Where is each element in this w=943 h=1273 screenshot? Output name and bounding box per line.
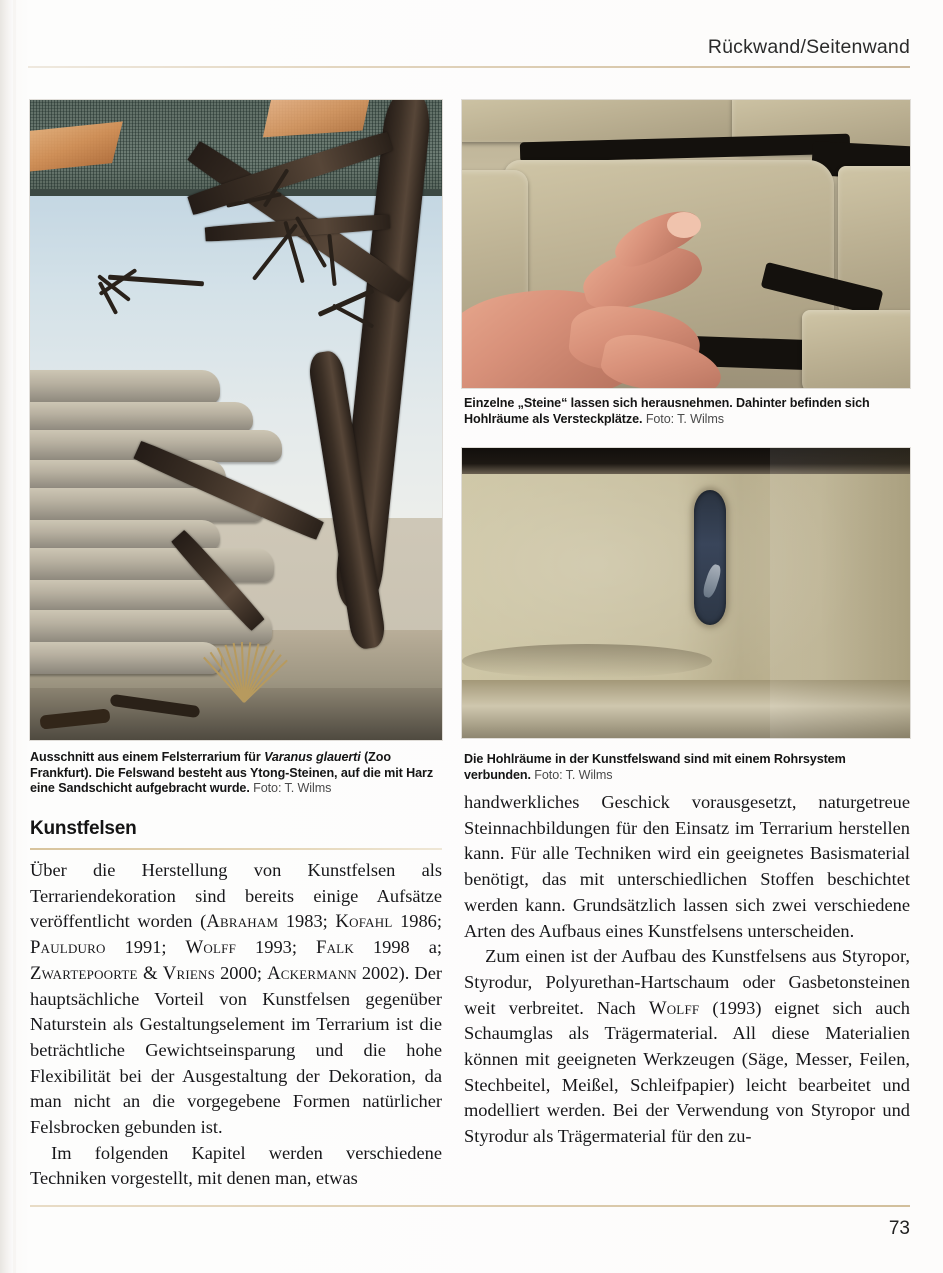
caption-text: Einzelne „Steine“ lassen sich herausnehmen. Dahinter befinden sich Hohlräume als Versteckplätze. bbox=[464, 396, 870, 426]
citation-wolff: Wolff bbox=[648, 997, 700, 1019]
paragraph-4 bbox=[464, 944, 910, 1150]
figure-hand-removing-stone-photo bbox=[462, 100, 910, 388]
header-rule bbox=[28, 66, 910, 68]
hand-stone-image bbox=[462, 100, 910, 388]
citation-zwartepoorte-vriens: Zwartepoorte & Vriens bbox=[30, 962, 216, 984]
citation-falk: Falk bbox=[315, 937, 354, 959]
rock-slab bbox=[30, 548, 274, 582]
section-heading: Kunstfelsen bbox=[30, 818, 137, 839]
caption-left-figure bbox=[30, 750, 442, 797]
caption-top-right bbox=[464, 396, 910, 427]
scan-edge-shadow bbox=[0, 0, 13, 1273]
photo-credit: Foto: T. Wilms bbox=[645, 411, 724, 426]
fingertip bbox=[667, 212, 701, 238]
rock-slab bbox=[30, 370, 220, 404]
caption-text: Die Hohlräume in der Kunstfelswand sind mit einem Rohrsystem verbunden. bbox=[464, 752, 846, 782]
citation-year: 1986; bbox=[392, 911, 442, 932]
paragraph-1-continuation: Der hauptsächliche Vorteil von Kunstfelsen gegenüber Naturstein als Gestaltungselement im Terrarium ist die beträchtliche Gewichtseinsparung und die hohe Flexibilität bei der Ausgestaltung der Dekoration, da man nicht an die vorgegebene Formen natürlicher Felsbrocken gebunden ist. bbox=[30, 962, 442, 1138]
citation-kofahl: Kofahl bbox=[335, 911, 393, 933]
figure-terrarium-photo bbox=[30, 100, 442, 740]
footer-rule bbox=[30, 1205, 910, 1207]
stone-block bbox=[802, 310, 910, 388]
body-column-right bbox=[464, 790, 910, 1150]
running-head: Rückwand/Seitenwand bbox=[707, 36, 910, 58]
paragraph-1-text: Über die Herstellung von Kunstfelsen als Terrariendekoration sind bereits einige Aufsätze veröffentlicht worden ( bbox=[30, 860, 442, 932]
scan-edge-highlight bbox=[13, 0, 16, 1273]
cavity-slot-image bbox=[462, 448, 910, 738]
citation-year: 2002). bbox=[356, 962, 415, 983]
citation-wolff: Wolff bbox=[185, 937, 237, 959]
caption-bottom-right bbox=[464, 752, 910, 783]
citation-year: 1991; bbox=[105, 937, 186, 958]
citation-year: 1998 a; bbox=[353, 937, 443, 958]
caption-text-rest: (Zoo Frankfurt). Die Felswand besteht aus Ytong-Steinen, auf die mit Harz eine Sandschicht aufgebracht wurde. bbox=[30, 750, 434, 796]
photo-credit: Foto: T. Wilms bbox=[253, 781, 332, 796]
dried-grass-tuft bbox=[178, 622, 308, 702]
rock-slab bbox=[30, 402, 253, 432]
cavity-opening bbox=[694, 490, 726, 625]
paragraph-1 bbox=[30, 858, 442, 1141]
caption-text-lead: Ausschnitt aus einem Felsterrarium für bbox=[30, 750, 265, 764]
figure-cavity-slot-photo bbox=[462, 448, 910, 738]
stone-block bbox=[462, 100, 752, 142]
citation-year: 1993; bbox=[236, 937, 316, 958]
body-column-left bbox=[30, 858, 442, 1192]
citation-abraham: Abraham bbox=[206, 911, 279, 933]
sand-texture-band bbox=[462, 644, 712, 678]
wall-right-panel bbox=[770, 448, 910, 738]
terrarium-image bbox=[30, 100, 442, 740]
citation-year: 2000; bbox=[215, 962, 268, 983]
page-number: 73 bbox=[888, 1218, 910, 1239]
section-rule bbox=[30, 848, 442, 850]
citation-paulduro: Paulduro bbox=[30, 937, 106, 959]
citation-year: 1983; bbox=[278, 911, 336, 932]
species-name: Varanus glauerti bbox=[264, 750, 361, 764]
photo-credit: Foto: T. Wilms bbox=[534, 767, 613, 782]
citation-ackermann: Ackermann bbox=[267, 962, 357, 984]
paragraph-2: Im folgenden Kapitel werden verschiedene Techniken vorgestellt, mit denen man, etwas bbox=[30, 1142, 442, 1189]
paragraph-4-continuation: (1993) eignet sich auch Schaumglas als Trägermaterial. All diese Materialien können mit geeigneten Werkzeugen (Säge, Messer, Feilen, Stechbeitel, Meißel, Schleifpapier) leicht bearbeitet und modelliert werden. Bei der Verwendung von Styropor und Styrodur als Trägermaterial für den zu- bbox=[464, 997, 910, 1147]
paragraph-4-text: Zum einen ist der Aufbau des Kunstfelsens aus Styropor, Styrodur, Polyurethan-Hartschaum oder Gasbetonsteinen weit verbreitet. Nach bbox=[464, 946, 910, 1018]
paragraph-3: handwerkliches Geschick vorausgesetzt, naturgetreue Steinnachbildungen für den Einsatz im Terrarium herstellen kann. Für alle Techniken wird ein geeignetes Basismaterial benötigt, das mit unterschiedlichen Stoffen beschichtet werden kann. Grundsätzlich lassen sich zwei verschiedene Arten des Aufbaus eines Kunstfelsens unterscheiden. bbox=[464, 792, 910, 941]
